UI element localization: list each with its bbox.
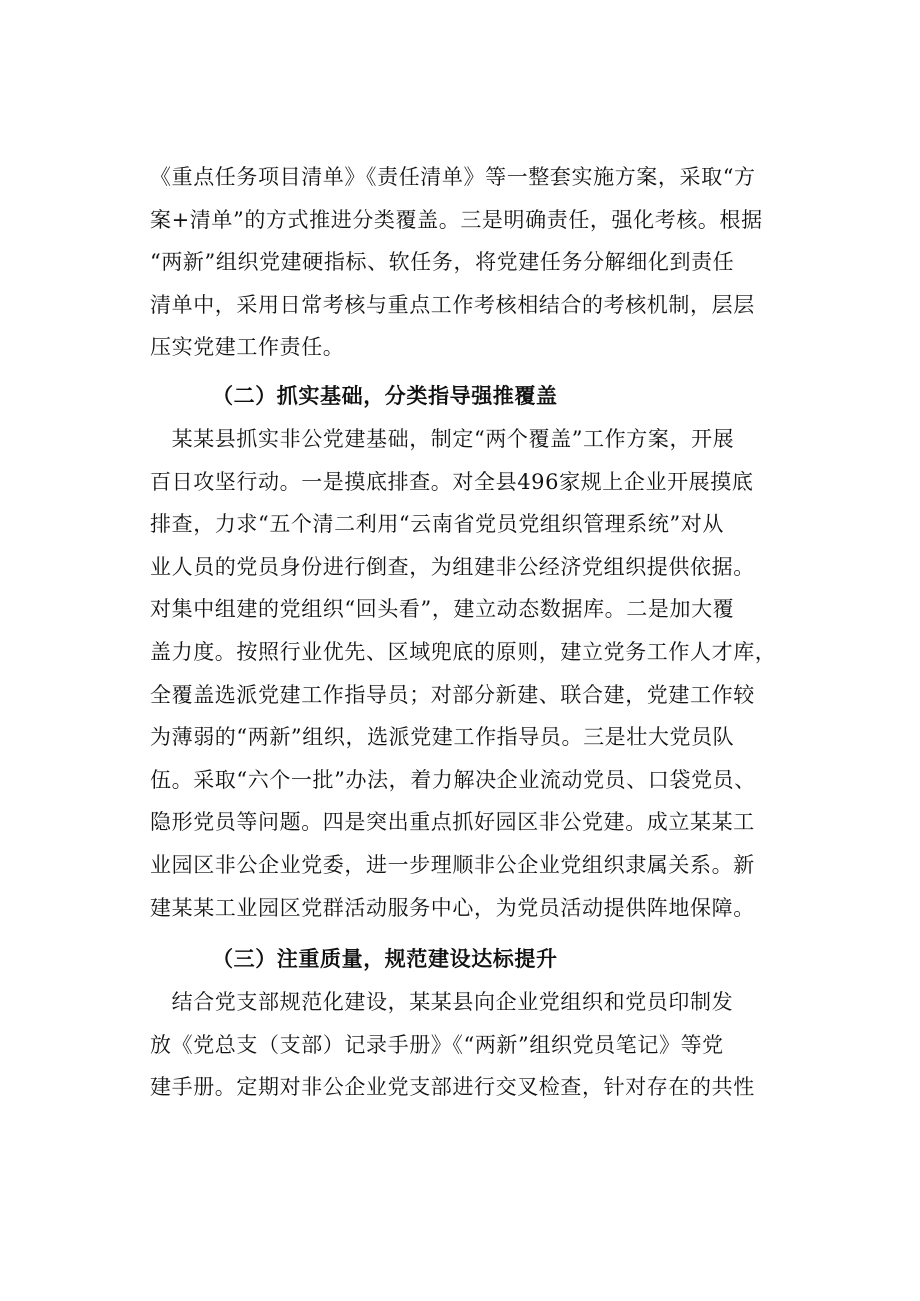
text-line: “两新”组织党建硬指标、软任务，将党建任务分解细化到责任 bbox=[150, 250, 735, 275]
text-line: 伍。采取“六个一批”办法，着力解决企业流动党员、口袋党员、 bbox=[150, 767, 756, 792]
text-line: 某某县抓实非公党建基础，制定“两个覆盖”工作方案，开展 bbox=[150, 427, 735, 451]
text-line: 案+清单”的方式推进分类覆盖。三是明确责任，强化考核。根据 bbox=[150, 207, 763, 232]
text-line: 对集中组建的党组织“回头看”，建立动态数据库。二是加大覆 bbox=[150, 597, 735, 622]
section-heading-2: （二）抓实基础，分类指导强推覆盖 bbox=[212, 383, 558, 408]
text-line: 为薄弱的“两新”组织，选派党建工作指导员。三是壮大党员队 bbox=[150, 725, 735, 750]
text-line: 业人员的党员身份进行倒查，为组建非公经济党组织提供依据。 bbox=[150, 554, 755, 579]
text-line: 《重点任务项目清单》《责任清单》等一整套实施方案，采取“方 bbox=[150, 165, 756, 189]
text-line: 清单中，采用日常考核与重点工作考核相结合的考核机制，层层 bbox=[150, 292, 755, 317]
paragraph-1 bbox=[150, 156, 810, 369]
text-line: 隐形党员等问题。四是突出重点抓好园区非公党建。成立某某工 bbox=[150, 810, 755, 835]
text-line: 全覆盖选派党建工作指导员；对部分新建、联合建，党建工作较 bbox=[150, 682, 755, 707]
text-line: 排查，力求“五个清二利用“云南省党员党组织管理系统”对从 bbox=[150, 512, 725, 537]
paragraph-3 bbox=[150, 981, 810, 1109]
section-heading-2-wrap bbox=[150, 375, 810, 418]
text-line: 盖力度。按照行业优先、区域兜底的原则，建立党务工作人才库， bbox=[150, 639, 777, 664]
text-line: 放《党总支（支部）记录手册》《“两新”组织党员笔记》等党 bbox=[150, 1032, 724, 1057]
paragraph-2 bbox=[150, 418, 810, 929]
text-line: 业园区非公企业党委，进一步理顺非公企业党组织隶属关系。新 bbox=[150, 852, 755, 877]
text-line: 结合党支部规范化建设，某某县向企业党组织和党员印制发 bbox=[150, 990, 734, 1014]
text-line: 建手册。定期对非公企业党支部进行交叉检查，针对存在的共性 bbox=[150, 1075, 755, 1100]
section-heading-3-wrap bbox=[150, 938, 810, 981]
text-line: 百日攻坚行动。一是摸底排查。对全县496家规上企业开展摸底 bbox=[150, 469, 754, 494]
section-heading-3: （三）注重质量，规范建设达标提升 bbox=[212, 946, 558, 971]
text-line: 压实党建工作责任。 bbox=[150, 335, 345, 360]
text-line: 建某某工业园区党群活动服务中心，为党员活动提供阵地保障。 bbox=[150, 895, 755, 920]
